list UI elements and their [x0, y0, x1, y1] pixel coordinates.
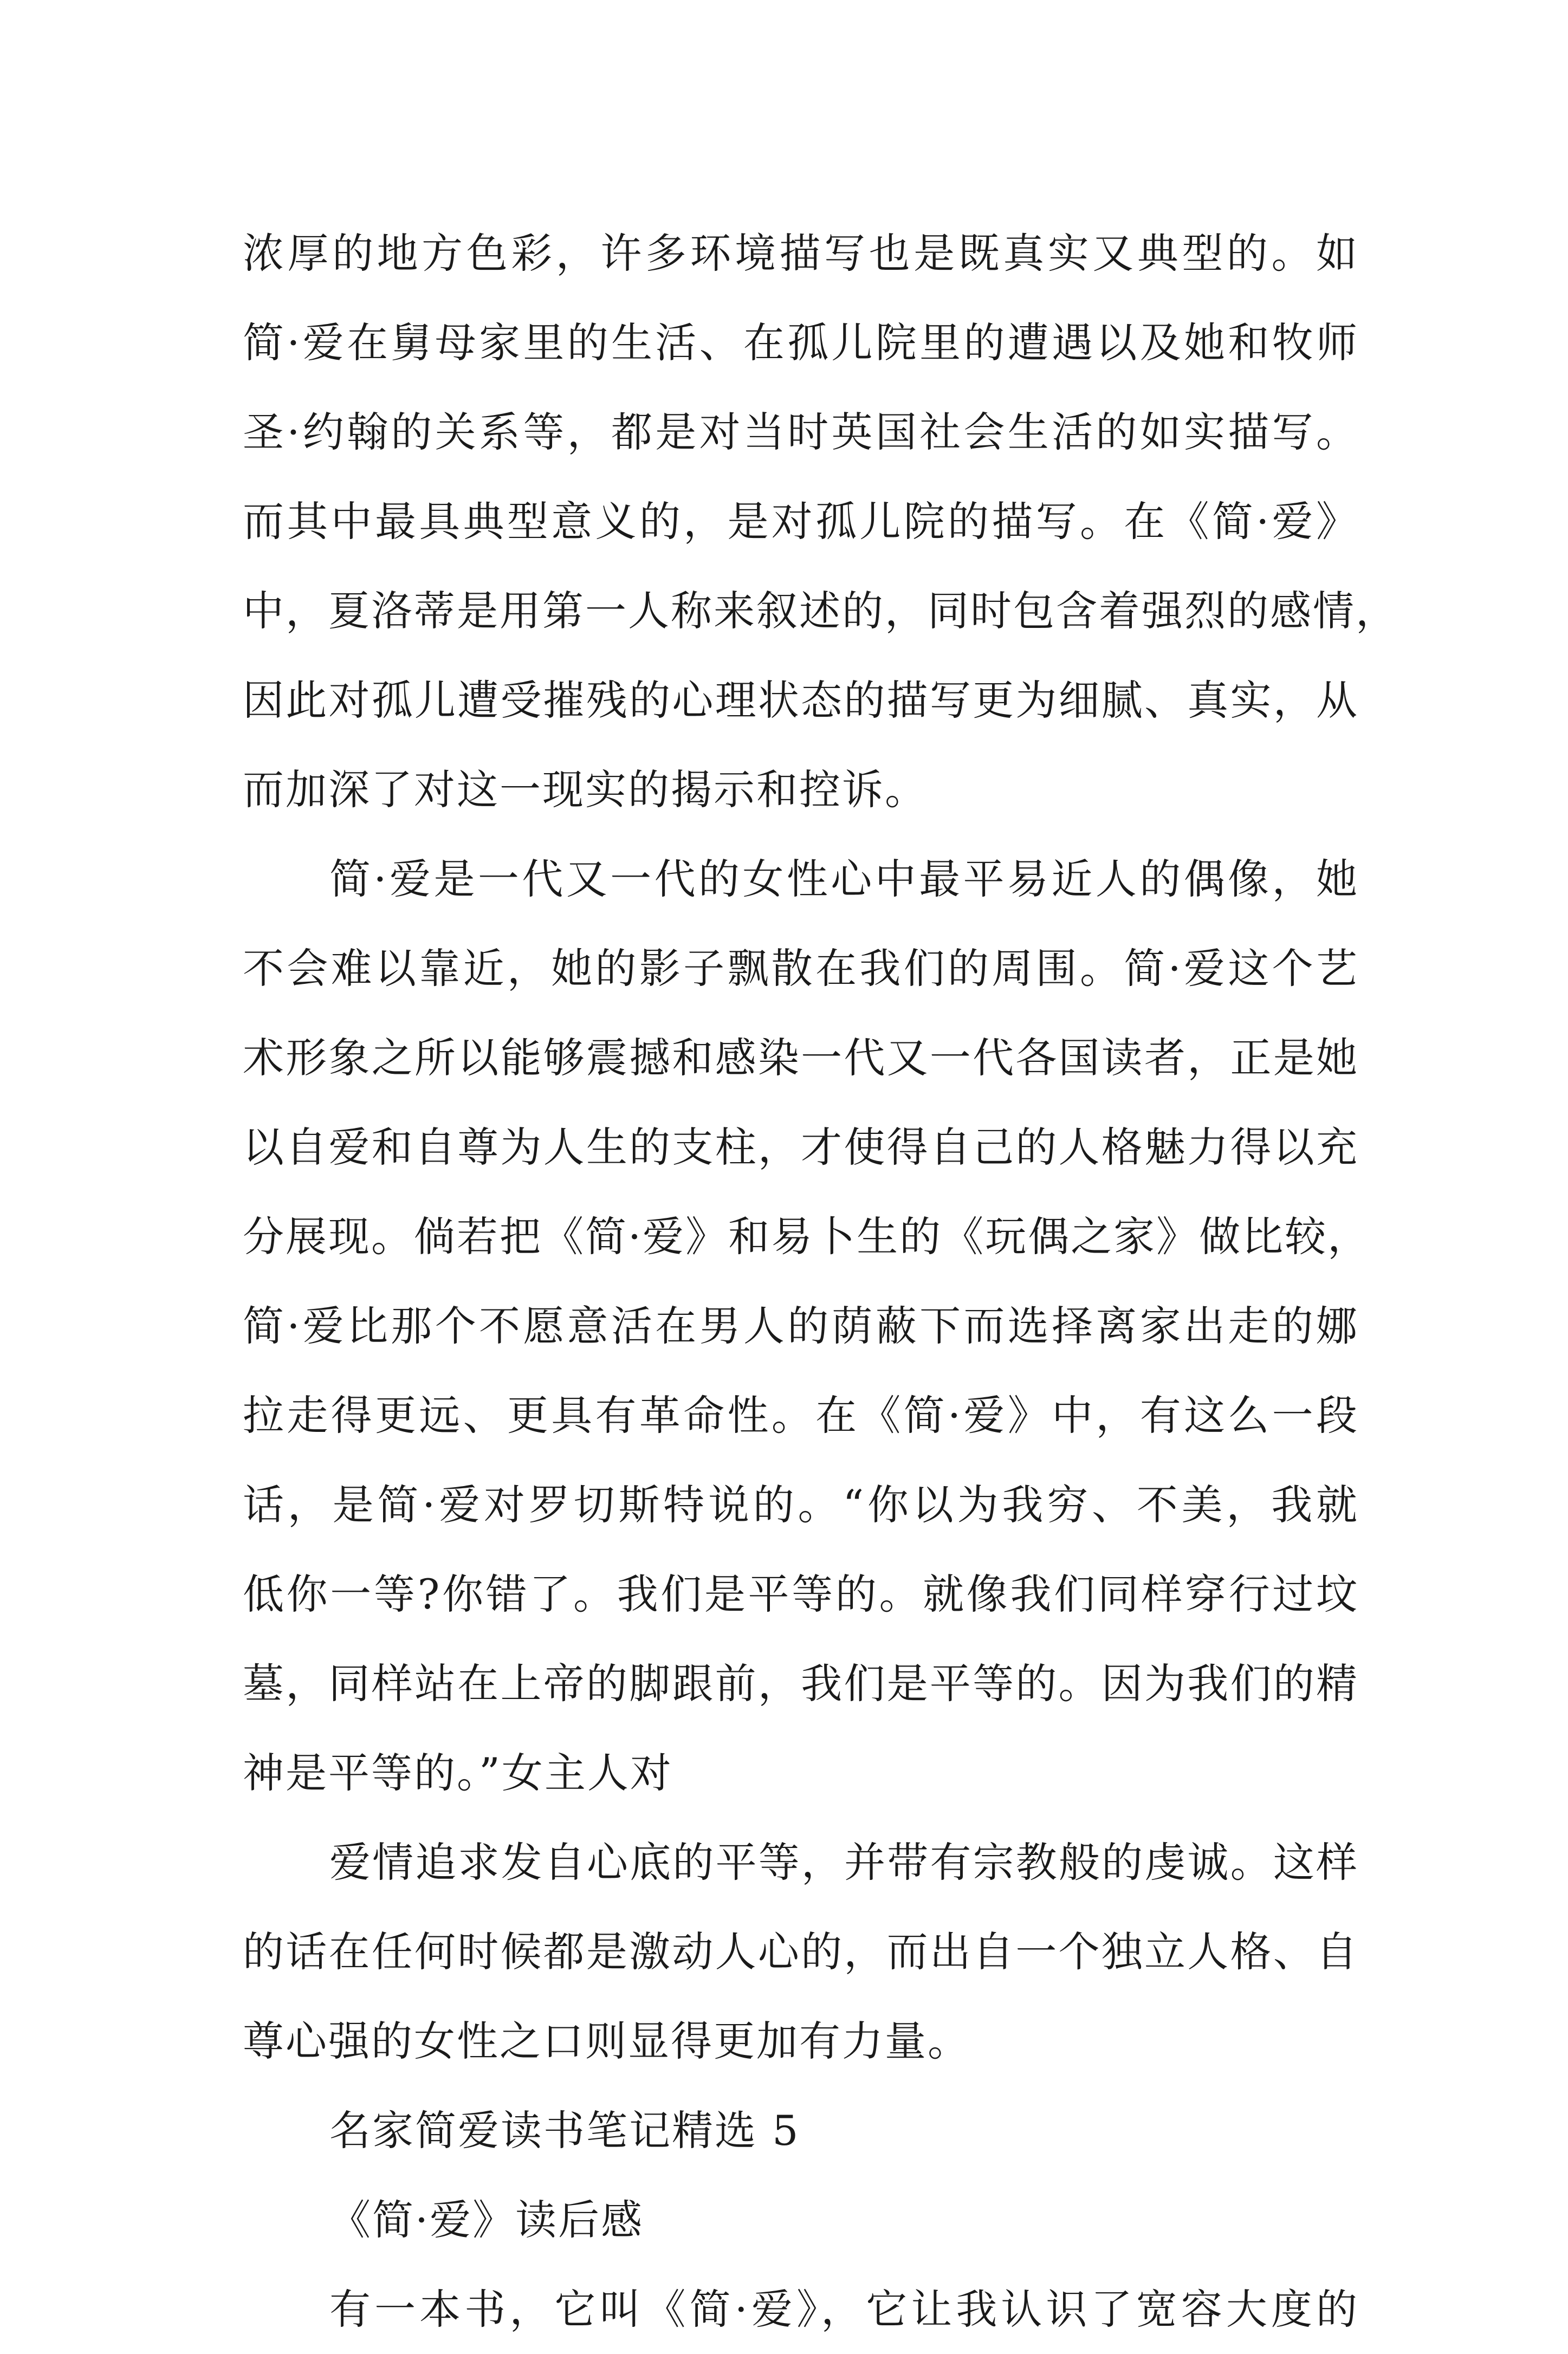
text-line: 拉走得更远、更具有革命性。在《简·爱》中，有这么一段: [243, 1391, 1359, 1439]
text-line: 神是平等的。”女主人对: [243, 1749, 673, 1797]
text-line: 以自爱和自尊为人生的支柱，才使得自己的人格魅力得以充: [243, 1123, 1359, 1171]
text-line: 分展现。倘若把《简·爱》和易卜生的《玩偶之家》做比较，: [243, 1212, 1371, 1261]
document-body: [243, 209, 1398, 2354]
text-line: 术形象之所以能够震撼和感染一代又一代各国读者，正是她: [243, 1034, 1359, 1082]
text-line: 圣·约翰的关系等，都是对当时英国社会生活的如实描写。: [243, 408, 1359, 456]
paragraph-first-line: 简·爱是一代又一代的女性心中最平易近人的偶像，她: [329, 855, 1359, 903]
section-heading: 名家简爱读书笔记精选 5: [329, 2106, 800, 2155]
text-line: 不会难以靠近，她的影子飘散在我们的周围。简·爱这个艺: [243, 944, 1359, 993]
text-line: 简·爱在舅母家里的生活、在孤儿院里的遭遇以及她和牧师: [243, 319, 1359, 367]
article-title: 《简·爱》读后感: [329, 2196, 644, 2244]
text-line: 因此对孤儿遭受摧残的心理状态的描写更为细腻、真实，从: [243, 676, 1359, 724]
text-line: 墓，同样站在上帝的脚跟前，我们是平等的。因为我们的精: [243, 1659, 1359, 1708]
text-line: 低你一等?你错了。我们是平等的。就像我们同样穿行过坟: [243, 1570, 1359, 1618]
paragraph-first-line: 爱情追求发自心底的平等，并带有宗教般的虔诚。这样: [329, 1838, 1359, 1886]
text-line: 话，是简·爱对罗切斯特说的。“你以为我穷、不美，我就: [243, 1481, 1359, 1529]
paragraph-first-line: 有一本书，它叫《简·爱》，它让我认识了宽容大度的: [329, 2285, 1359, 2333]
text-line: 的话在任何时候都是激动人心的，而出自一个独立人格、自: [243, 1928, 1359, 1976]
text-line: 浓厚的地方色彩，许多环境描写也是既真实又典型的。如: [243, 229, 1359, 277]
text-line: 而其中最具典型意义的，是对孤儿院的描写。在《简·爱》: [243, 497, 1359, 546]
text-line: 而加深了对这一现实的揭示和控诉。: [243, 766, 928, 814]
text-line: 中，夏洛蒂是用第一人称来叙述的，同时包含着强烈的感情，: [243, 587, 1398, 635]
text-line: 尊心强的女性之口则显得更加有力量。: [243, 2017, 970, 2065]
text-line: 简·爱比那个不愿意活在男人的荫蔽下而选择离家出走的娜: [243, 1302, 1359, 1350]
